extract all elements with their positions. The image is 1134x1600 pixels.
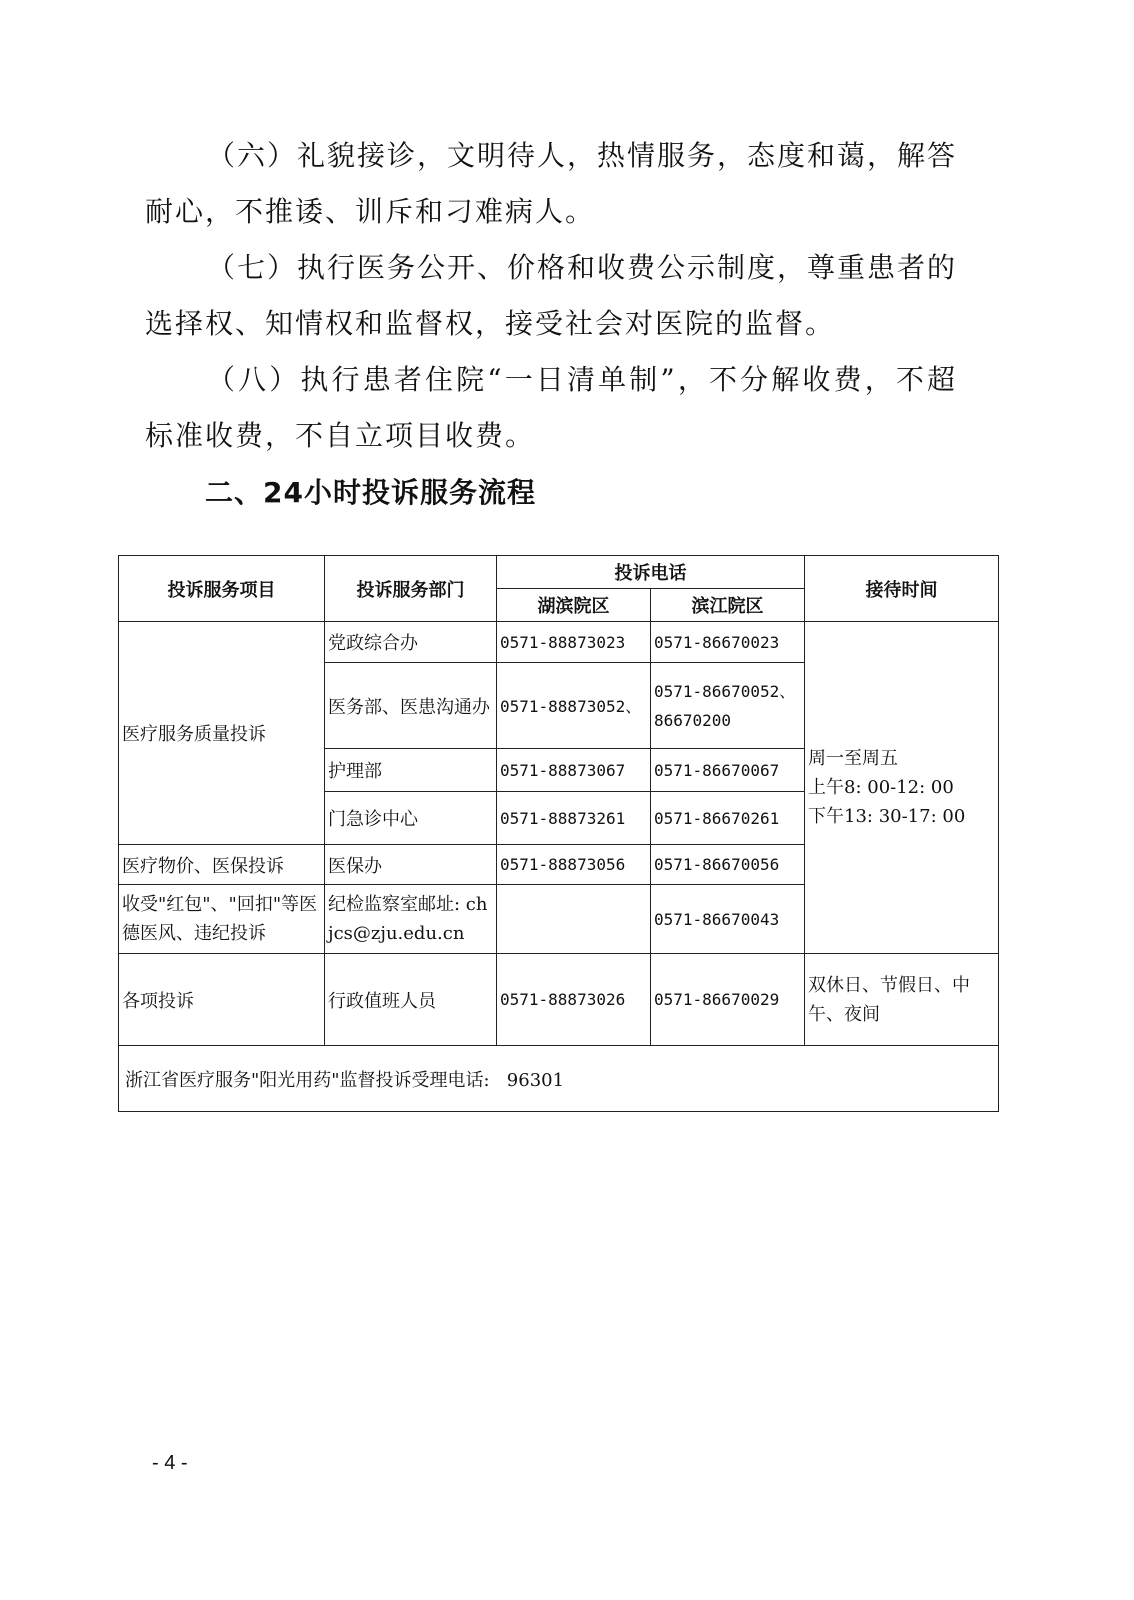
cell-hubin: 0571-88873056 bbox=[497, 845, 651, 885]
cell-time: 双休日、节假日、中午、夜间 bbox=[805, 954, 999, 1046]
cell-item: 医疗服务质量投诉 bbox=[119, 622, 325, 845]
cell-dept: 门急诊中心 bbox=[325, 792, 497, 845]
cell-binjiang: 0571-86670056 bbox=[651, 845, 805, 885]
section-heading: 二、24小时投诉服务流程 bbox=[205, 476, 536, 509]
cell-hubin: 0571-88873026 bbox=[497, 954, 651, 1046]
header-hubin: 湖滨院区 bbox=[497, 589, 651, 622]
cell-hubin: 0571-88873052、 bbox=[497, 663, 651, 749]
cell-binjiang: 0571-86670067 bbox=[651, 749, 805, 792]
cell-item: 医疗物价、医保投诉 bbox=[119, 845, 325, 885]
page-number: - 4 - bbox=[152, 1452, 188, 1474]
table-footer: 浙江省医疗服务"阳光用药"监督投诉受理电话: 96301 bbox=[119, 1046, 999, 1112]
table-header-row bbox=[119, 556, 999, 589]
header-time: 接待时间 bbox=[805, 556, 999, 622]
cell-hubin bbox=[497, 885, 651, 954]
header-dept: 投诉服务部门 bbox=[325, 556, 497, 622]
cell-dept: 纪检监察室邮址: chjcs@zju.edu.cn bbox=[325, 885, 497, 954]
header-binjiang: 滨江院区 bbox=[651, 589, 805, 622]
cell-binjiang: 0571-86670023 bbox=[651, 622, 805, 663]
cell-dept: 医务部、医患沟通办 bbox=[325, 663, 497, 749]
header-phone: 投诉电话 bbox=[497, 556, 805, 589]
complaint-table bbox=[118, 555, 999, 1112]
cell-time: 周一至周五 上午8: 00-12: 00 下午13: 30-17: 00 bbox=[805, 622, 999, 954]
cell-hubin: 0571-88873067 bbox=[497, 749, 651, 792]
table-footer-row bbox=[119, 1046, 999, 1112]
cell-hubin: 0571-88873261 bbox=[497, 792, 651, 845]
paragraph-8: （八）执行患者住院“一日清单制”，不分解收费，不超标准收费，不自立项目收费。 bbox=[145, 363, 957, 452]
paragraph-7: （七）执行医务公开、价格和收费公示制度，尊重患者的选择权、知情权和监督权，接受社会对医院的监督。 bbox=[145, 251, 958, 340]
cell-binjiang: 0571-86670261 bbox=[651, 792, 805, 845]
table-row bbox=[119, 954, 999, 1046]
paragraph-6: （六）礼貌接诊，文明待人，热情服务，态度和蔼，解答耐心，不推诿、训斥和刁难病人。 bbox=[145, 139, 958, 228]
cell-item: 各项投诉 bbox=[119, 954, 325, 1046]
cell-binjiang: 0571-86670052、 86670200 bbox=[651, 663, 805, 749]
cell-dept: 党政综合办 bbox=[325, 622, 497, 663]
cell-binjiang: 0571-86670029 bbox=[651, 954, 805, 1046]
cell-dept: 医保办 bbox=[325, 845, 497, 885]
header-item: 投诉服务项目 bbox=[119, 556, 325, 622]
cell-binjiang: 0571-86670043 bbox=[651, 885, 805, 954]
cell-dept: 行政值班人员 bbox=[325, 954, 497, 1046]
cell-hubin: 0571-88873023 bbox=[497, 622, 651, 663]
table-row bbox=[119, 622, 999, 663]
cell-item: 收受"红包"、"回扣"等医德医风、违纪投诉 bbox=[119, 885, 325, 954]
cell-dept: 护理部 bbox=[325, 749, 497, 792]
